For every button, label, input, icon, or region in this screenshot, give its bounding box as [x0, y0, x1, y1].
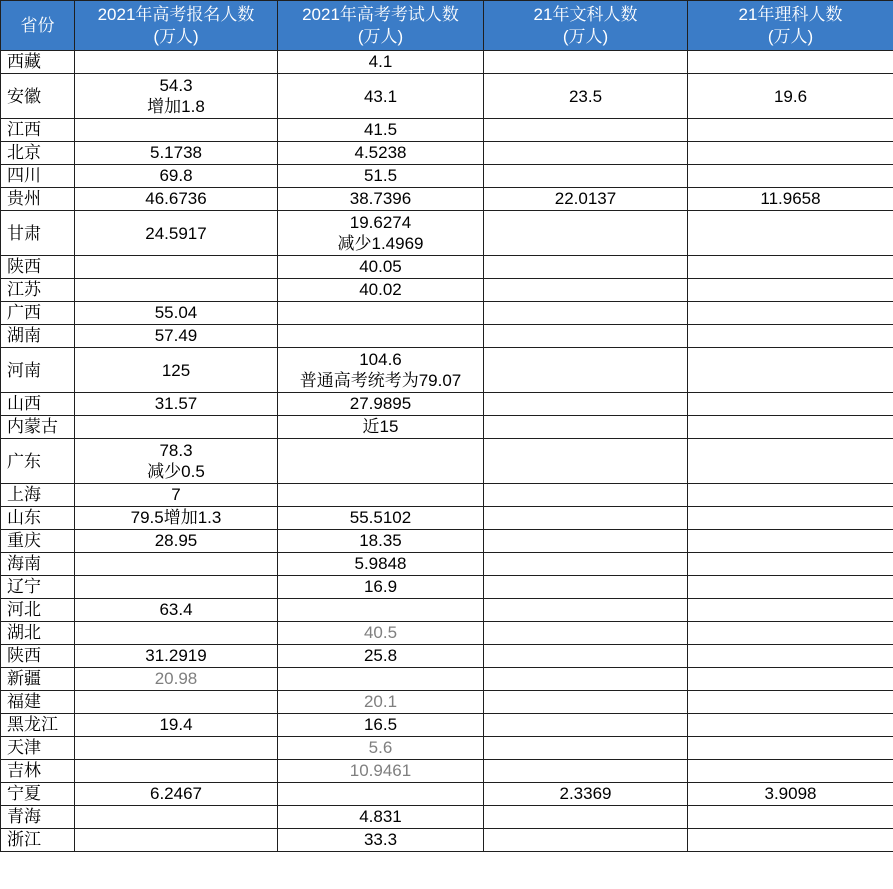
cell-science	[688, 416, 893, 439]
table-row	[1, 256, 893, 279]
cell-exam	[278, 760, 484, 783]
header-label: 2021年高考报名人数	[97, 4, 255, 24]
cell-exam	[278, 737, 484, 760]
table-row	[1, 119, 893, 142]
cell-registration	[75, 576, 278, 599]
cell-exam-value: 4.1	[368, 52, 393, 71]
header-label: 21年文科人数	[533, 4, 638, 24]
cell-exam	[278, 507, 484, 530]
table-row	[1, 74, 893, 119]
cell-province: 内蒙古	[1, 416, 75, 439]
table-row	[1, 737, 893, 760]
cell-exam	[278, 51, 484, 74]
cell-registration-note: 减少0.5	[147, 462, 205, 481]
cell-province: 河北	[1, 599, 75, 622]
cell-exam	[278, 576, 484, 599]
cell-registration	[75, 806, 278, 829]
cell-registration-value: 20.98	[154, 669, 198, 688]
table-row	[1, 325, 893, 348]
cell-province: 吉林	[1, 760, 75, 783]
cell-registration-value: 28.95	[154, 531, 198, 550]
cell-science	[688, 256, 893, 279]
cell-arts	[484, 325, 688, 348]
header-label: 21年理科人数	[738, 4, 843, 24]
cell-arts	[484, 416, 688, 439]
cell-registration	[75, 325, 278, 348]
header-registration	[75, 1, 278, 51]
cell-science	[688, 760, 893, 783]
cell-province: 天津	[1, 737, 75, 760]
cell-exam	[278, 806, 484, 829]
cell-registration-value: 19.4	[159, 715, 193, 734]
table-row	[1, 302, 893, 325]
cell-registration	[75, 507, 278, 530]
cell-arts	[484, 714, 688, 737]
cell-exam-value: 5.6	[368, 738, 393, 757]
cell-exam-value: 5.9848	[354, 554, 407, 573]
cell-science	[688, 806, 893, 829]
table-row	[1, 691, 893, 714]
cell-registration	[75, 416, 278, 439]
table-row	[1, 142, 893, 165]
cell-exam-value: 16.9	[363, 577, 398, 596]
header-science	[688, 1, 893, 51]
cell-arts	[484, 165, 688, 188]
cell-science	[688, 737, 893, 760]
cell-province: 陕西	[1, 256, 75, 279]
cell-registration-value: 24.5917	[145, 223, 207, 243]
cell-province: 浙江	[1, 829, 75, 852]
cell-registration-value: 6.2467	[150, 784, 202, 803]
cell-arts	[484, 302, 688, 325]
cell-arts	[484, 51, 688, 74]
cell-province: 江苏	[1, 279, 75, 302]
cell-exam	[278, 256, 484, 279]
cell-registration-value: 46.6736	[145, 189, 207, 208]
cell-exam	[278, 714, 484, 737]
cell-registration-value: 55.04	[154, 303, 198, 322]
cell-exam-note: 普通高考统考为79.07	[299, 371, 462, 390]
cell-arts	[484, 211, 688, 256]
cell-registration	[75, 760, 278, 783]
cell-registration	[75, 279, 278, 302]
cell-arts	[484, 645, 688, 668]
header-unit: (万人)	[357, 26, 404, 46]
cell-exam	[278, 829, 484, 852]
cell-exam	[278, 645, 484, 668]
table-row	[1, 576, 893, 599]
cell-registration	[75, 51, 278, 74]
cell-province: 上海	[1, 484, 75, 507]
table-row	[1, 439, 893, 484]
cell-registration	[75, 119, 278, 142]
cell-registration	[75, 737, 278, 760]
cell-science	[688, 142, 893, 165]
cell-exam	[278, 416, 484, 439]
cell-registration	[75, 188, 278, 211]
cell-registration-value: 5.1738	[150, 143, 202, 162]
cell-arts	[484, 668, 688, 691]
cell-province: 新疆	[1, 668, 75, 691]
cell-registration	[75, 74, 278, 119]
cell-registration-value: 54.3	[159, 76, 193, 95]
header-label: 省份	[20, 15, 55, 35]
cell-registration	[75, 645, 278, 668]
cell-science	[688, 530, 893, 553]
cell-registration	[75, 256, 278, 279]
cell-registration	[75, 348, 278, 393]
cell-exam-value: 33.3	[363, 830, 398, 849]
cell-registration-value: 7	[171, 485, 181, 504]
cell-arts	[484, 806, 688, 829]
cell-registration-value: 31.57	[154, 394, 198, 413]
cell-province: 安徽	[1, 74, 75, 119]
table-row	[1, 553, 893, 576]
cell-arts	[484, 737, 688, 760]
cell-science	[688, 645, 893, 668]
cell-province: 宁夏	[1, 783, 75, 806]
cell-science	[688, 348, 893, 393]
table-row	[1, 211, 893, 256]
cell-arts	[484, 553, 688, 576]
cell-exam	[278, 142, 484, 165]
cell-arts	[484, 530, 688, 553]
cell-exam-value: 40.5	[363, 623, 398, 642]
cell-province: 山西	[1, 393, 75, 416]
cell-exam-value: 16.5	[363, 715, 398, 734]
cell-science	[688, 668, 893, 691]
cell-exam-value: 近15	[362, 417, 399, 436]
cell-registration	[75, 530, 278, 553]
cell-registration	[75, 599, 278, 622]
cell-registration	[75, 783, 278, 806]
cell-science	[688, 51, 893, 74]
cell-exam	[278, 553, 484, 576]
table-row	[1, 622, 893, 645]
cell-arts	[484, 576, 688, 599]
cell-exam-value: 18.35	[359, 531, 402, 550]
cell-exam	[278, 622, 484, 645]
cell-science	[688, 119, 893, 142]
cell-province: 四川	[1, 165, 75, 188]
cell-arts	[484, 829, 688, 852]
cell-province: 山东	[1, 507, 75, 530]
header-unit: (万人)	[767, 26, 814, 46]
cell-arts: 2.3369	[484, 783, 688, 806]
cell-exam-value: 25.8	[363, 646, 398, 665]
cell-science	[688, 507, 893, 530]
table-row	[1, 668, 893, 691]
header-row	[1, 1, 893, 51]
cell-science	[688, 211, 893, 256]
header-province	[1, 1, 75, 51]
cell-exam-value: 40.05	[359, 257, 402, 276]
cell-exam	[278, 302, 484, 325]
cell-province: 北京	[1, 142, 75, 165]
table-row	[1, 165, 893, 188]
cell-registration-value: 69.8	[159, 166, 193, 185]
header-unit: (万人)	[562, 26, 609, 46]
cell-registration-value: 63.4	[159, 600, 193, 619]
header-label: 2021年高考考试人数	[302, 4, 459, 24]
cell-registration	[75, 714, 278, 737]
cell-science: 19.6	[688, 74, 893, 119]
cell-science	[688, 439, 893, 484]
cell-exam-value: 41.5	[363, 120, 398, 139]
cell-science	[688, 325, 893, 348]
cell-registration	[75, 302, 278, 325]
cell-science: 3.9098	[688, 783, 893, 806]
cell-registration-note: 增加1.8	[147, 97, 205, 116]
cell-province: 湖北	[1, 622, 75, 645]
header-arts	[484, 1, 688, 51]
cell-arts	[484, 622, 688, 645]
cell-province: 陕西	[1, 645, 75, 668]
table-row	[1, 279, 893, 302]
cell-registration	[75, 211, 278, 256]
cell-science	[688, 165, 893, 188]
cell-province: 海南	[1, 553, 75, 576]
cell-exam	[278, 668, 484, 691]
cell-province: 福建	[1, 691, 75, 714]
cell-science	[688, 829, 893, 852]
cell-registration-value: 31.2919	[145, 646, 207, 665]
cell-exam-value: 19.6274	[349, 213, 412, 232]
cell-arts	[484, 348, 688, 393]
cell-arts	[484, 507, 688, 530]
cell-registration	[75, 691, 278, 714]
cell-exam-value: 51.5	[363, 166, 398, 185]
cell-exam	[278, 165, 484, 188]
table-row	[1, 530, 893, 553]
cell-registration	[75, 393, 278, 416]
table-row	[1, 416, 893, 439]
cell-science	[688, 302, 893, 325]
cell-province: 河南	[1, 348, 75, 393]
cell-registration	[75, 553, 278, 576]
cell-registration	[75, 439, 278, 484]
cell-exam	[278, 783, 484, 806]
cell-exam	[278, 348, 484, 393]
cell-exam	[278, 211, 484, 256]
cell-science	[688, 393, 893, 416]
cell-exam-value: 43.1	[363, 86, 398, 106]
cell-registration	[75, 668, 278, 691]
cell-province: 黑龙江	[1, 714, 75, 737]
table-row	[1, 51, 893, 74]
cell-exam-value: 10.9461	[349, 761, 412, 780]
cell-exam	[278, 439, 484, 484]
table-row	[1, 484, 893, 507]
cell-exam-value: 27.9895	[349, 394, 412, 413]
table-row	[1, 507, 893, 530]
cell-registration	[75, 484, 278, 507]
cell-science	[688, 599, 893, 622]
header-exam	[278, 1, 484, 51]
cell-registration	[75, 142, 278, 165]
cell-arts	[484, 119, 688, 142]
cell-exam-value: 38.7396	[349, 189, 412, 208]
cell-province: 甘肃	[1, 211, 75, 256]
cell-registration	[75, 622, 278, 645]
cell-exam-value: 4.831	[359, 807, 402, 826]
cell-registration-value: 57.49	[154, 326, 198, 345]
table-row	[1, 348, 893, 393]
cell-exam	[278, 484, 484, 507]
cell-exam	[278, 325, 484, 348]
cell-arts	[484, 393, 688, 416]
cell-registration-value: 78.3	[159, 441, 193, 460]
cell-exam	[278, 393, 484, 416]
cell-exam	[278, 119, 484, 142]
table-row	[1, 645, 893, 668]
cell-science	[688, 553, 893, 576]
cell-registration-value: 79.5增加1.3	[130, 508, 222, 527]
cell-exam-note: 减少1.4969	[337, 234, 424, 253]
cell-exam	[278, 691, 484, 714]
cell-province: 广东	[1, 439, 75, 484]
cell-registration	[75, 829, 278, 852]
table-body	[1, 51, 893, 852]
cell-province: 广西	[1, 302, 75, 325]
table-row	[1, 760, 893, 783]
cell-arts	[484, 256, 688, 279]
cell-science	[688, 622, 893, 645]
cell-province: 辽宁	[1, 576, 75, 599]
cell-science	[688, 714, 893, 737]
cell-registration	[75, 165, 278, 188]
cell-arts	[484, 760, 688, 783]
table-row	[1, 783, 893, 806]
cell-exam	[278, 188, 484, 211]
cell-province: 江西	[1, 119, 75, 142]
cell-registration-value: 125	[161, 360, 191, 380]
cell-exam-value: 104.6	[359, 350, 402, 369]
cell-arts	[484, 439, 688, 484]
cell-science	[688, 691, 893, 714]
cell-arts: 23.5	[484, 74, 688, 119]
cell-science: 11.9658	[688, 188, 893, 211]
table-row	[1, 188, 893, 211]
cell-province: 重庆	[1, 530, 75, 553]
cell-exam	[278, 279, 484, 302]
cell-exam-value: 4.5238	[354, 143, 407, 162]
cell-exam-value: 55.5102	[349, 508, 412, 527]
table-row	[1, 714, 893, 737]
table-row	[1, 806, 893, 829]
cell-exam	[278, 530, 484, 553]
cell-exam-value: 40.02	[359, 280, 402, 299]
cell-arts	[484, 142, 688, 165]
cell-province: 西藏	[1, 51, 75, 74]
cell-science	[688, 576, 893, 599]
cell-arts: 22.0137	[484, 188, 688, 211]
cell-province: 青海	[1, 806, 75, 829]
cell-arts	[484, 484, 688, 507]
cell-province: 贵州	[1, 188, 75, 211]
cell-arts	[484, 279, 688, 302]
cell-arts	[484, 691, 688, 714]
table-row	[1, 829, 893, 852]
cell-arts	[484, 599, 688, 622]
cell-exam-value: 20.1	[363, 692, 398, 711]
cell-province: 湖南	[1, 325, 75, 348]
table-row	[1, 393, 893, 416]
cell-science	[688, 484, 893, 507]
cell-exam	[278, 599, 484, 622]
header-unit: (万人)	[153, 26, 199, 46]
cell-exam	[278, 74, 484, 119]
table-row	[1, 599, 893, 622]
cell-science	[688, 279, 893, 302]
